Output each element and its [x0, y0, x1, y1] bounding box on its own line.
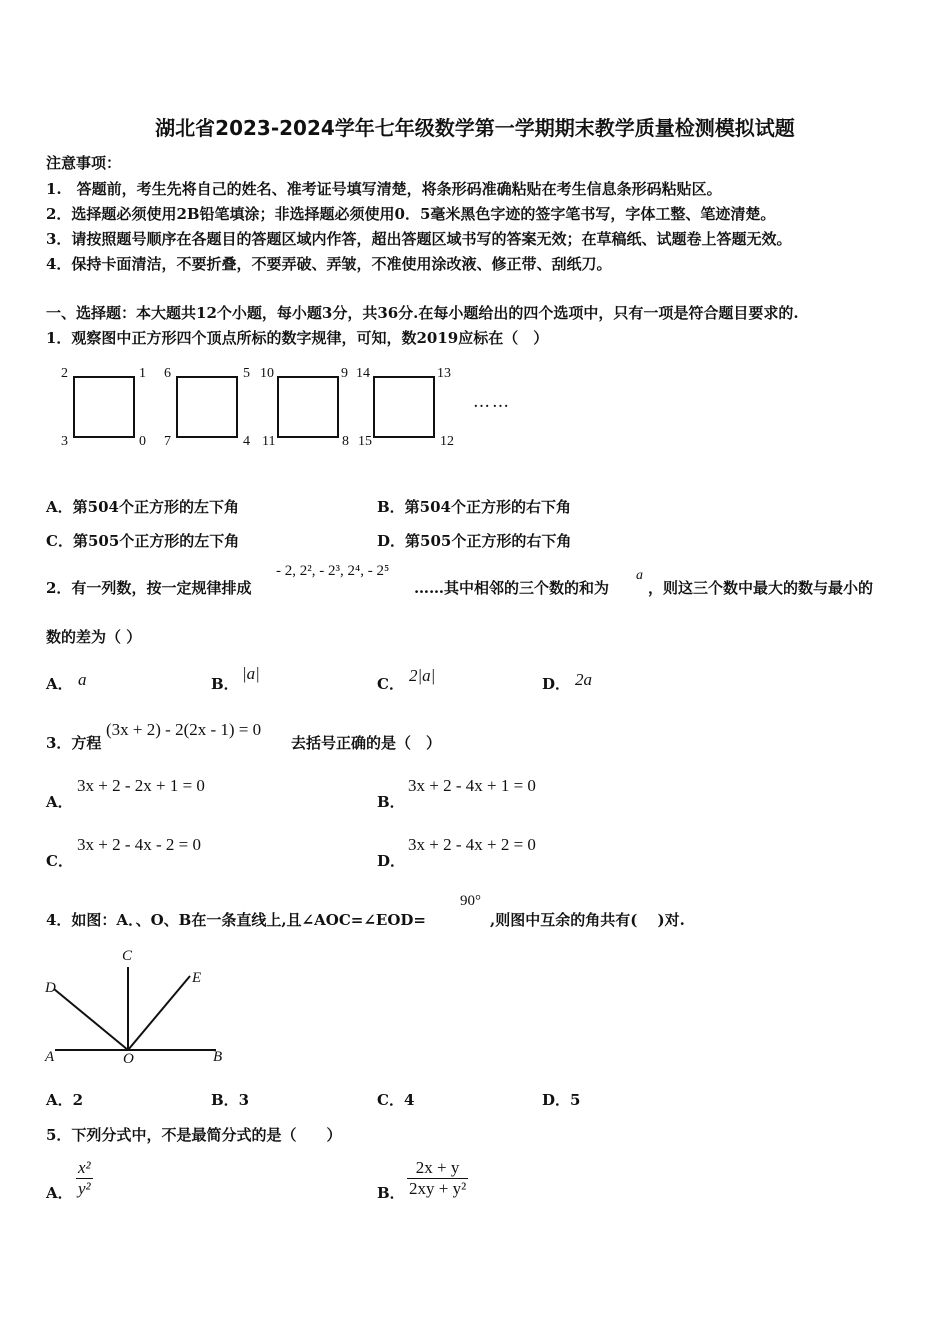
q2-option-expr: a [78, 670, 87, 689]
q2-option-label: A． [46, 675, 73, 693]
q1-option-b: B．第504个正方形的右下角 [377, 498, 571, 516]
q3-option-label: B． [377, 793, 405, 811]
vertex-label: 6 [164, 366, 171, 381]
q3-option-expr: 3x + 2 - 4x - 2 = 0 [77, 835, 201, 854]
vertex-label: 7 [164, 434, 171, 449]
q2-option-expr: 2a [575, 670, 592, 689]
q3-option-label: D． [377, 852, 406, 870]
vertex-label: 5 [243, 366, 250, 381]
q5-option-b-fraction [407, 1158, 468, 1199]
q3-option-expr: 3x + 2 - 4x + 1 = 0 [408, 776, 536, 795]
vertex-label: 13 [437, 366, 451, 381]
q2-sequence: - 2, 2², - 2³, 2⁴, - 2⁵ [276, 563, 390, 579]
q4-angle: 90° [460, 893, 481, 909]
notice-item: 1. 答题前，考生先将自己的姓名、准考证号填写清楚，将条形码准确粘贴在考生信息条形码粘贴区。 [46, 180, 722, 198]
q2-option-label: B． [211, 675, 239, 693]
q3-option-expr: 3x + 2 - 2x + 1 = 0 [77, 776, 205, 795]
q4-option-b: B．3 [211, 1091, 250, 1109]
q3-option-expr: 3x + 2 - 4x + 2 = 0 [408, 835, 536, 854]
q1-option-d: D．第505个正方形的右下角 [377, 532, 572, 550]
notice-item: 2．选择题必须使用2B铅笔填涂；非选择题必须使用0．5毫米黑色字迹的签字笔书写，字体工整、笔迹清楚。 [46, 205, 776, 223]
vertex-label: 14 [356, 366, 370, 381]
square-1 [73, 376, 135, 438]
page-title: 湖北省2023-2024学年七年级数学第一学期期末教学质量检测模拟试题 [155, 116, 795, 140]
notice-item: 4．保持卡面清洁，不要折叠，不要弄破、弄皱，不准使用涂改液、修正带、刮纸刀。 [46, 255, 612, 273]
vertex-label: 8 [342, 434, 349, 449]
point-label-e: E [192, 970, 202, 986]
square-2 [176, 376, 238, 438]
vertex-label: 3 [61, 434, 68, 449]
q4-option-c: C．4 [377, 1091, 415, 1109]
vertex-label: 9 [341, 366, 348, 381]
vertex-label: 10 [260, 366, 274, 381]
q3-stem: 3．方程 [46, 734, 102, 752]
q2-option-expr: 2|a| [409, 666, 436, 685]
ray-oe [128, 976, 190, 1050]
q1-stem: 1．观察图中正方形四个顶点所标的数字规律，可知，数2019应标在（ ） [46, 329, 549, 347]
q4-option-a: A．2 [46, 1091, 84, 1109]
point-label-a: A [45, 1049, 55, 1065]
section-heading: 一、选择题：本大题共12个小题，每小题3分，共36分.在每小题给出的四个选项中，只有一项是符合题目要求的. [46, 304, 799, 322]
vertex-label: 15 [358, 434, 372, 449]
q3-stem: 去括号正确的是（ ） [291, 734, 442, 752]
square-3 [277, 376, 339, 438]
vertex-label: 4 [243, 434, 250, 449]
vertex-label: 2 [61, 366, 68, 381]
vertex-label: 1 [139, 366, 146, 381]
point-label-o: O [123, 1051, 134, 1067]
q4-angle-figure [40, 945, 240, 1075]
notice-item: 3．请按照题号顺序在各题目的答题区域内作答，超出答题区域书写的答案无效；在草稿纸、试题卷上答题无效。 [46, 230, 792, 248]
q2-option-label: D． [542, 675, 571, 693]
q3-equation: (3x + 2) - 2(2x - 1) = 0 [106, 720, 262, 739]
q3-option-label: C． [46, 852, 73, 870]
continuation-dots: …… [473, 392, 511, 412]
point-label-c: C [122, 948, 133, 964]
q3-option-label: A． [46, 793, 73, 811]
q4-option-d: D．5 [542, 1091, 581, 1109]
numerator: x² [78, 1158, 91, 1177]
q2-stem: 数的差为（ ） [46, 628, 142, 646]
q1-option-c: C．第505个正方形的左下角 [46, 532, 240, 550]
q4-stem: ,则图中互余的角共有( )对. [490, 911, 685, 929]
ray-od [54, 989, 128, 1050]
numerator: 2x + y [415, 1158, 460, 1177]
denominator: y² [78, 1179, 91, 1198]
q2-stem: ……其中相邻的三个数的和为 [414, 579, 610, 597]
denominator: 2xy + y² [409, 1179, 467, 1198]
point-label-b: B [213, 1049, 223, 1065]
q2-stem: ，则这三个数中最大的数与最小的 [648, 579, 874, 597]
vertex-label: 11 [262, 434, 276, 449]
q2-stem: 2．有一列数，按一定规律排成 [46, 579, 252, 597]
point-label-d: D [45, 980, 56, 996]
q4-stem: 4．如图：A．、O、B在一条直线上,且∠AOC=∠EOD= [46, 911, 426, 929]
q5-stem: 5．下列分式中，不是最简分式的是（ ） [46, 1126, 342, 1144]
q2-variable: a [636, 568, 643, 583]
q5-option-a-fraction [76, 1158, 93, 1199]
q1-option-a: A．第504个正方形的左下角 [46, 498, 239, 516]
q5-option-label: A． [46, 1184, 73, 1202]
vertex-label: 0 [139, 434, 146, 449]
q2-option-label: C． [377, 675, 404, 693]
vertex-label: 12 [440, 434, 454, 449]
square-4 [373, 376, 435, 438]
notice-heading: 注意事项： [46, 154, 122, 172]
q5-option-label: B． [377, 1184, 405, 1202]
q2-option-expr: |a| [242, 664, 260, 683]
